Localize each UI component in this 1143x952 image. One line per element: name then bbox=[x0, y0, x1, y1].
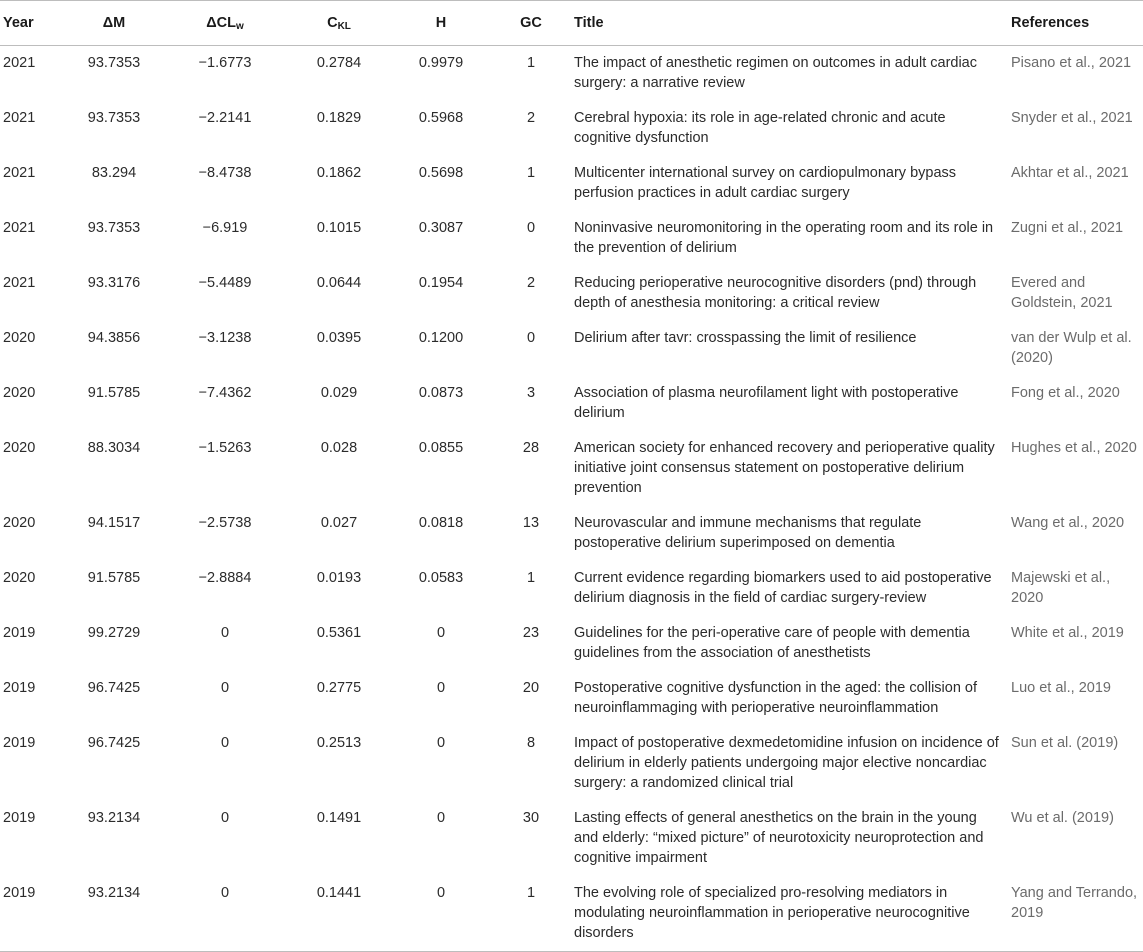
cell-gc: 2 bbox=[526, 275, 536, 291]
cell-title: American society for enhanced recovery and perioperative quality initiative joint consensus statement on postoperative delirium prevention bbox=[574, 440, 995, 496]
cell-h: 0 bbox=[436, 735, 446, 751]
cell-gc: 0 bbox=[526, 330, 536, 346]
cell-title: Lasting effects of general anesthetics on the brain in the young and elderly: “mixed picture” of neurotoxicity neuroprotection and cognitive impairment bbox=[574, 810, 984, 866]
header-gc: GC bbox=[492, 1, 570, 46]
cell-title: Postoperative cognitive dysfunction in the aged: the collision of neuroinflammaging with perioperative neuroinflammation bbox=[574, 680, 978, 716]
cell-ckl: 0.1829 bbox=[316, 110, 362, 126]
cell-delta-clw: −2.2141 bbox=[198, 110, 252, 126]
cell-delta-m: 94.1517 bbox=[87, 515, 141, 531]
header-ckl-sub: KL bbox=[337, 21, 351, 32]
cell-delta-clw: −2.5738 bbox=[198, 515, 252, 531]
cell-ckl: 0.028 bbox=[320, 440, 358, 456]
header-delta-clw-main: ΔCL bbox=[206, 15, 236, 31]
header-ckl bbox=[288, 1, 390, 46]
table-row bbox=[0, 46, 1143, 102]
cell-h: 0.0855 bbox=[418, 440, 464, 456]
cell-year: 2020 bbox=[3, 385, 36, 401]
cell-reference: Yang and Terrando, 2019 bbox=[1007, 876, 1143, 952]
cell-title: Cerebral hypoxia: its role in age-related chronic and acute cognitive dysfunction bbox=[574, 110, 946, 146]
cell-ckl: 0.1491 bbox=[316, 810, 362, 826]
cell-h: 0.1954 bbox=[418, 275, 464, 291]
table-row bbox=[0, 321, 1143, 376]
cell-reference: Sun et al. (2019) bbox=[1011, 735, 1119, 751]
cell-reference: Wu et al. (2019) bbox=[1011, 810, 1114, 826]
header-delta-clw bbox=[162, 1, 288, 46]
header-h: H bbox=[390, 1, 492, 46]
cell-title: Guidelines for the peri-operative care of people with dementia guidelines from the association of anesthetists bbox=[574, 625, 970, 661]
table-row bbox=[0, 561, 1143, 616]
cell-h: 0.0818 bbox=[418, 515, 464, 531]
table-row bbox=[0, 266, 1143, 321]
cell-delta-clw: −5.4489 bbox=[198, 275, 252, 291]
header-ckl-main: C bbox=[327, 15, 338, 31]
cell-year: 2019 bbox=[3, 735, 36, 751]
cell-ckl: 0.0193 bbox=[316, 570, 362, 586]
cell-title: Noninvasive neuromonitoring in the operating room and its role in the prevention of delirium bbox=[574, 220, 994, 256]
cell-delta-m: 99.2729 bbox=[87, 625, 141, 641]
cell-delta-clw: 0 bbox=[220, 735, 230, 751]
cell-gc: 13 bbox=[522, 515, 540, 531]
cell-delta-m: 96.7425 bbox=[87, 735, 141, 751]
table-row bbox=[0, 876, 1143, 952]
cell-h: 0.5968 bbox=[418, 110, 464, 126]
cell-gc: 3 bbox=[526, 385, 536, 401]
cell-gc: 20 bbox=[522, 680, 540, 696]
cell-delta-clw: 0 bbox=[220, 625, 230, 641]
cell-ckl: 0.2775 bbox=[316, 680, 362, 696]
cell-ckl: 0.029 bbox=[320, 385, 358, 401]
cell-reference: Evered and Goldstein, 2021 bbox=[1011, 275, 1113, 311]
table-row bbox=[0, 671, 1143, 726]
header-title: Title bbox=[570, 1, 1007, 46]
cell-ckl: 0.0644 bbox=[316, 275, 362, 291]
cell-h: 0.3087 bbox=[418, 220, 464, 236]
cell-reference: Majewski et al., 2020 bbox=[1011, 570, 1111, 606]
table-row bbox=[0, 431, 1143, 506]
cell-h: 0 bbox=[390, 876, 492, 952]
cell-ckl: 0.2513 bbox=[316, 735, 362, 751]
cell-ckl: 0.1441 bbox=[288, 876, 390, 952]
cell-gc: 23 bbox=[522, 625, 540, 641]
cell-ckl: 0.027 bbox=[320, 515, 358, 531]
table-row bbox=[0, 801, 1143, 876]
cell-reference: Wang et al., 2020 bbox=[1011, 515, 1125, 531]
cell-delta-m: 93.7353 bbox=[87, 110, 141, 126]
cell-year: 2021 bbox=[3, 220, 36, 236]
cell-h: 0.0583 bbox=[418, 570, 464, 586]
cell-title: Association of plasma neurofilament light with postoperative delirium bbox=[574, 385, 959, 421]
header-delta-clw-sub: w bbox=[235, 21, 244, 32]
cell-gc: 1 bbox=[526, 55, 536, 71]
header-delta-m: ΔM bbox=[66, 1, 162, 46]
table-body bbox=[0, 46, 1143, 952]
cell-delta-m: 88.3034 bbox=[87, 440, 141, 456]
cell-gc: 2 bbox=[526, 110, 536, 126]
cell-reference: van der Wulp et al. (2020) bbox=[1011, 330, 1132, 366]
cell-year: 2021 bbox=[3, 55, 36, 71]
table-row bbox=[0, 616, 1143, 671]
cell-delta-clw: −3.1238 bbox=[198, 330, 252, 346]
cell-gc: 8 bbox=[526, 735, 536, 751]
cell-delta-clw: 0 bbox=[220, 810, 230, 826]
cell-year: 2020 bbox=[3, 330, 36, 346]
cell-reference: Fong et al., 2020 bbox=[1011, 385, 1120, 401]
cell-h: 0.5698 bbox=[418, 165, 464, 181]
cell-ckl: 0.1015 bbox=[316, 220, 362, 236]
cell-year: 2021 bbox=[3, 165, 36, 181]
table-row bbox=[0, 101, 1143, 156]
cell-reference: Snyder et al., 2021 bbox=[1011, 110, 1133, 126]
cell-delta-clw: −1.5263 bbox=[198, 440, 252, 456]
cell-year: 2019 bbox=[3, 810, 36, 826]
cell-reference: Zugni et al., 2021 bbox=[1011, 220, 1124, 236]
cell-reference: Pisano et al., 2021 bbox=[1011, 55, 1132, 71]
table-row bbox=[0, 211, 1143, 266]
cell-h: 0.9979 bbox=[418, 55, 464, 71]
header-references: References bbox=[1007, 1, 1143, 46]
cell-delta-clw: −2.8884 bbox=[198, 570, 252, 586]
cell-gc: 0 bbox=[526, 220, 536, 236]
cell-ckl: 0.0395 bbox=[316, 330, 362, 346]
cell-delta-m: 94.3856 bbox=[87, 330, 141, 346]
cell-title: Impact of postoperative dexmedetomidine infusion on incidence of delirium in elderly patients undergoing major elective noncardiac surgery: a randomized clinical trial bbox=[574, 735, 999, 791]
cell-ckl: 0.2784 bbox=[316, 55, 362, 71]
cell-delta-m: 93.2134 bbox=[87, 810, 141, 826]
cell-title: The evolving role of specialized pro-resolving mediators in modulating neuroinflammation in perioperative neurocognitive disorders bbox=[570, 876, 1007, 952]
cell-year: 2020 bbox=[3, 570, 36, 586]
cell-gc: 1 bbox=[492, 876, 570, 952]
cell-title: Neurovascular and immune mechanisms that regulate postoperative delirium superimposed on dementia bbox=[574, 515, 922, 551]
cell-h: 0 bbox=[436, 680, 446, 696]
cell-delta-m: 83.294 bbox=[91, 165, 137, 181]
cell-delta-clw: 0 bbox=[162, 876, 288, 952]
cell-gc: 28 bbox=[522, 440, 540, 456]
cell-delta-m: 93.2134 bbox=[66, 876, 162, 952]
cell-h: 0 bbox=[436, 810, 446, 826]
cell-delta-m: 93.7353 bbox=[87, 220, 141, 236]
cell-h: 0.1200 bbox=[418, 330, 464, 346]
header-year: Year bbox=[0, 1, 66, 46]
cell-gc: 30 bbox=[522, 810, 540, 826]
cell-year: 2019 bbox=[3, 680, 36, 696]
cell-year: 2021 bbox=[3, 110, 36, 126]
cell-title: Reducing perioperative neurocognitive disorders (pnd) through depth of anesthesia monitoring: a critical review bbox=[574, 275, 977, 311]
table-row bbox=[0, 376, 1143, 431]
cell-year: 2019 bbox=[0, 876, 66, 952]
cell-delta-clw: −7.4362 bbox=[198, 385, 252, 401]
cell-year: 2021 bbox=[3, 275, 36, 291]
cell-reference: Hughes et al., 2020 bbox=[1011, 440, 1137, 456]
cell-delta-clw: −1.6773 bbox=[198, 55, 252, 71]
cell-delta-clw: −8.4738 bbox=[198, 165, 252, 181]
table-row bbox=[0, 506, 1143, 561]
cell-delta-m: 91.5785 bbox=[87, 385, 141, 401]
cell-h: 0.0873 bbox=[418, 385, 464, 401]
cell-gc: 1 bbox=[526, 570, 536, 586]
cell-delta-clw: −6.919 bbox=[202, 220, 248, 236]
cell-year: 2019 bbox=[3, 625, 36, 641]
cell-title: Multicenter international survey on cardiopulmonary bypass perfusion practices in adult cardiac surgery bbox=[574, 165, 957, 201]
cell-ckl: 0.5361 bbox=[316, 625, 362, 641]
cell-ckl: 0.1862 bbox=[316, 165, 362, 181]
cell-h: 0 bbox=[436, 625, 446, 641]
table-header-row bbox=[0, 1, 1143, 46]
cell-year: 2020 bbox=[3, 515, 36, 531]
cell-delta-m: 93.7353 bbox=[87, 55, 141, 71]
cell-reference: White et al., 2019 bbox=[1011, 625, 1124, 641]
cell-delta-m: 93.3176 bbox=[87, 275, 141, 291]
cell-delta-m: 96.7425 bbox=[87, 680, 141, 696]
cell-reference: Akhtar et al., 2021 bbox=[1011, 165, 1129, 181]
cell-year: 2020 bbox=[3, 440, 36, 456]
cell-title: Current evidence regarding biomarkers used to aid postoperative delirium diagnosis in the field of cardiac surgery-review bbox=[574, 570, 992, 606]
table-row bbox=[0, 156, 1143, 211]
cell-delta-clw: 0 bbox=[220, 680, 230, 696]
cell-title: The impact of anesthetic regimen on outcomes in adult cardiac surgery: a narrative review bbox=[574, 55, 977, 91]
cell-delta-m: 91.5785 bbox=[87, 570, 141, 586]
cell-title: Delirium after tavr: crosspassing the limit of resilience bbox=[574, 330, 917, 346]
cell-gc: 1 bbox=[526, 165, 536, 181]
table-row bbox=[0, 726, 1143, 801]
cell-reference: Luo et al., 2019 bbox=[1011, 680, 1111, 696]
